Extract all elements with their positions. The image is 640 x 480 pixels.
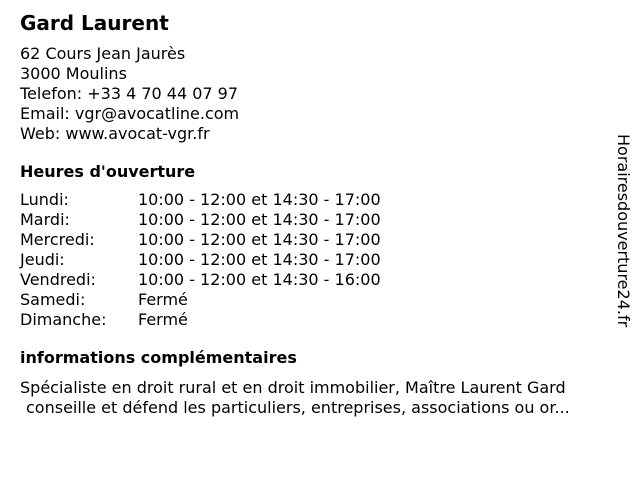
opening-hours-title: Heures d'ouverture bbox=[20, 162, 196, 181]
hours-row-sunday bbox=[20, 310, 610, 330]
hours-value: 10:00 - 12:00 et 14:30 - 16:00 bbox=[138, 270, 381, 289]
address-line-2: 3000 Moulins bbox=[20, 64, 127, 83]
day-label: Dimanche: bbox=[20, 310, 107, 329]
hours-row-friday bbox=[20, 270, 610, 290]
description-line-1: Spécialiste en droit rural et en droit immobilier, Maître Laurent Gard bbox=[20, 378, 566, 397]
hours-value: 10:00 - 12:00 et 14:30 - 17:00 bbox=[138, 230, 381, 249]
description-line-2: conseille et défend les particuliers, entreprises, associations ou or... bbox=[26, 398, 570, 417]
day-label: Mardi: bbox=[20, 210, 70, 229]
business-card bbox=[20, 10, 610, 418]
additional-info-text bbox=[20, 378, 620, 418]
business-name: Gard Laurent bbox=[20, 11, 169, 35]
hours-value: 10:00 - 12:00 et 14:30 - 17:00 bbox=[138, 210, 381, 229]
hours-value: Fermé bbox=[138, 310, 188, 329]
hours-value: Fermé bbox=[138, 290, 188, 309]
hours-row-tuesday bbox=[20, 210, 610, 230]
phone-line: Telefon: +33 4 70 44 07 97 bbox=[20, 84, 239, 103]
hours-row-monday bbox=[20, 190, 610, 210]
day-label: Samedi: bbox=[20, 290, 86, 309]
hours-row-saturday bbox=[20, 290, 610, 310]
hours-value: 10:00 - 12:00 et 14:30 - 17:00 bbox=[138, 250, 381, 269]
hours-row-thursday bbox=[20, 250, 610, 270]
address-line-1: 62 Cours Jean Jaurès bbox=[20, 44, 186, 63]
additional-info-title: informations complémentaires bbox=[20, 348, 297, 367]
web-line: Web: www.avocat-vgr.fr bbox=[20, 124, 210, 143]
hours-value: 10:00 - 12:00 et 14:30 - 17:00 bbox=[138, 190, 381, 209]
opening-hours-table bbox=[20, 190, 610, 330]
day-label: Vendredi: bbox=[20, 270, 96, 289]
day-label: Jeudi: bbox=[20, 250, 65, 269]
email-line: Email: vgr@avocatline.com bbox=[20, 104, 240, 123]
hours-row-wednesday bbox=[20, 230, 610, 250]
day-label: Lundi: bbox=[20, 190, 69, 209]
day-label: Mercredi: bbox=[20, 230, 95, 249]
site-watermark: Horairesdouverture24.fr bbox=[614, 134, 633, 328]
